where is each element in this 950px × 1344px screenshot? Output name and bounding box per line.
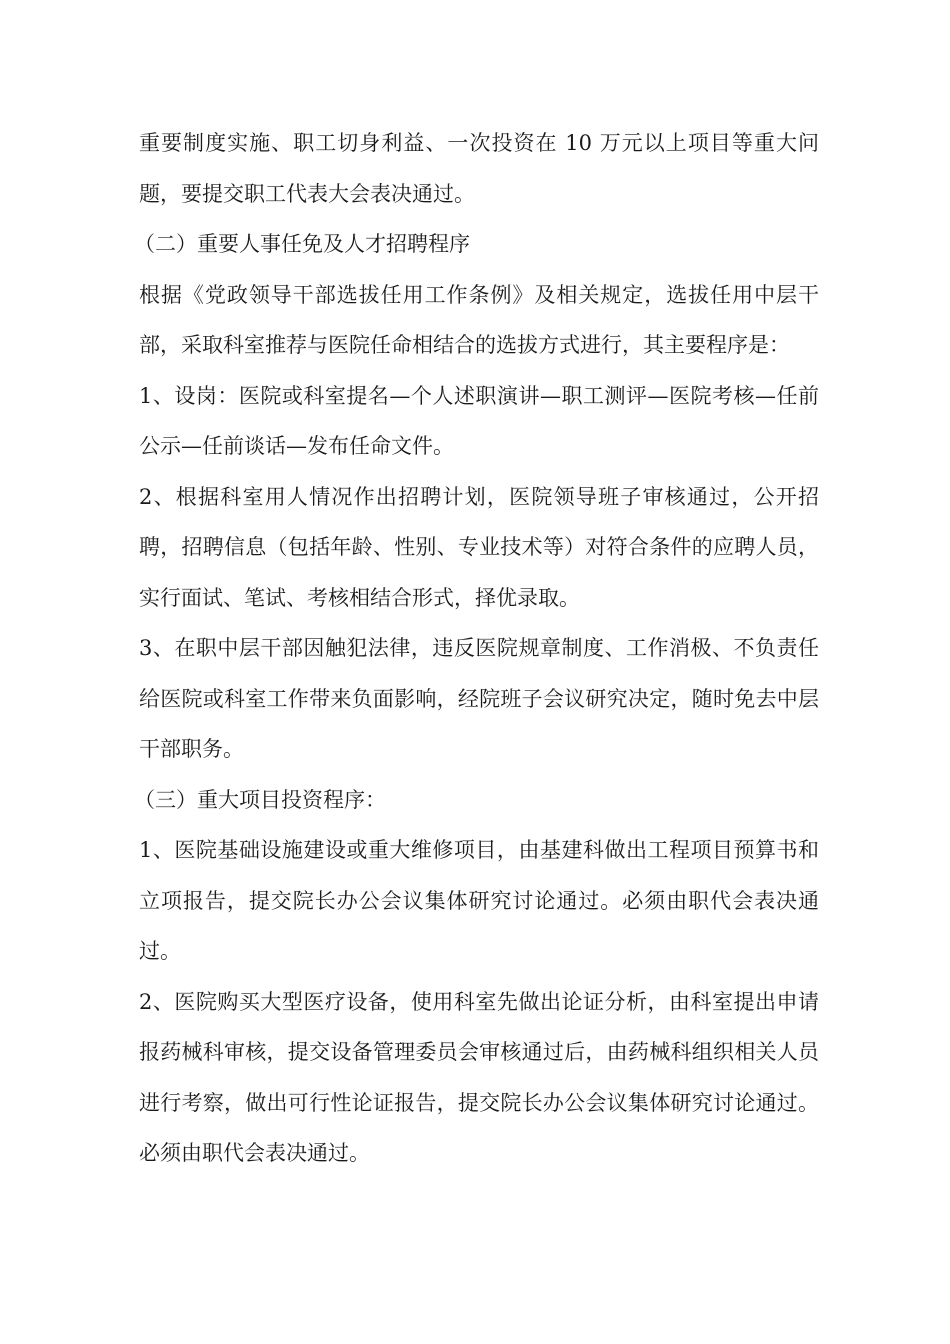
paragraph-major-decisions: 重要制度实施、职工切身利益、一次投资在 10 万元以上项目等重大问题，要提交职工代表大会表决通过。 — [139, 131, 819, 206]
paragraph-investment-item-1: 1、医院基础设施建设或重大维修项目，由基建科做出工程项目预算书和立项报告，提交院长办公会议集体研究讨论通过。必须由职代会表决通过。 — [139, 838, 819, 963]
section-heading-investment: （三）重大项目投资程序： — [134, 787, 386, 812]
section-heading-personnel: （二）重要人事任免及人才招聘程序 — [134, 232, 470, 256]
paragraph-regulations: 根据《党政领导干部选拔任用工作条例》及相关规定，选拔任用中层干部，采取科室推荐与医院任命相结合的选拔方式进行，其主要程序是： — [139, 282, 819, 357]
paragraph-investment-item-2: 2、医院购买大型医疗设备，使用科室先做出论证分析，由科室提出申请报药械科审核，提交设备管理委员会审核通过后，由药械科组织相关人员进行考察，做出可行性论证报告，提交院长办公会议集体研究讨论通过。必须由职代会表决通过。 — [139, 989, 819, 1165]
paragraph-item-2-recruitment: 2、根据科室用人情况作出招聘计划，医院领导班子审核通过，公开招聘，招聘信息（包括年龄、性别、专业技术等）对符合条件的应聘人员，实行面试、笔试、考核相结合形式，择优录取。 — [139, 484, 819, 610]
paragraph-item-1-post-setup: 1、设岗：医院或科室提名—个人述职演讲—职工测评—医院考核—任前公示—任前谈话—发布任命文件。 — [139, 383, 819, 458]
document-body — [134, 118, 819, 1179]
paragraph-item-3-dismissal: 3、在职中层干部因触犯法律，违反医院规章制度、工作消极、不负责任给医院或科室工作带来负面影响，经院班子会议研究决定，随时免去中层干部职务。 — [139, 636, 819, 761]
